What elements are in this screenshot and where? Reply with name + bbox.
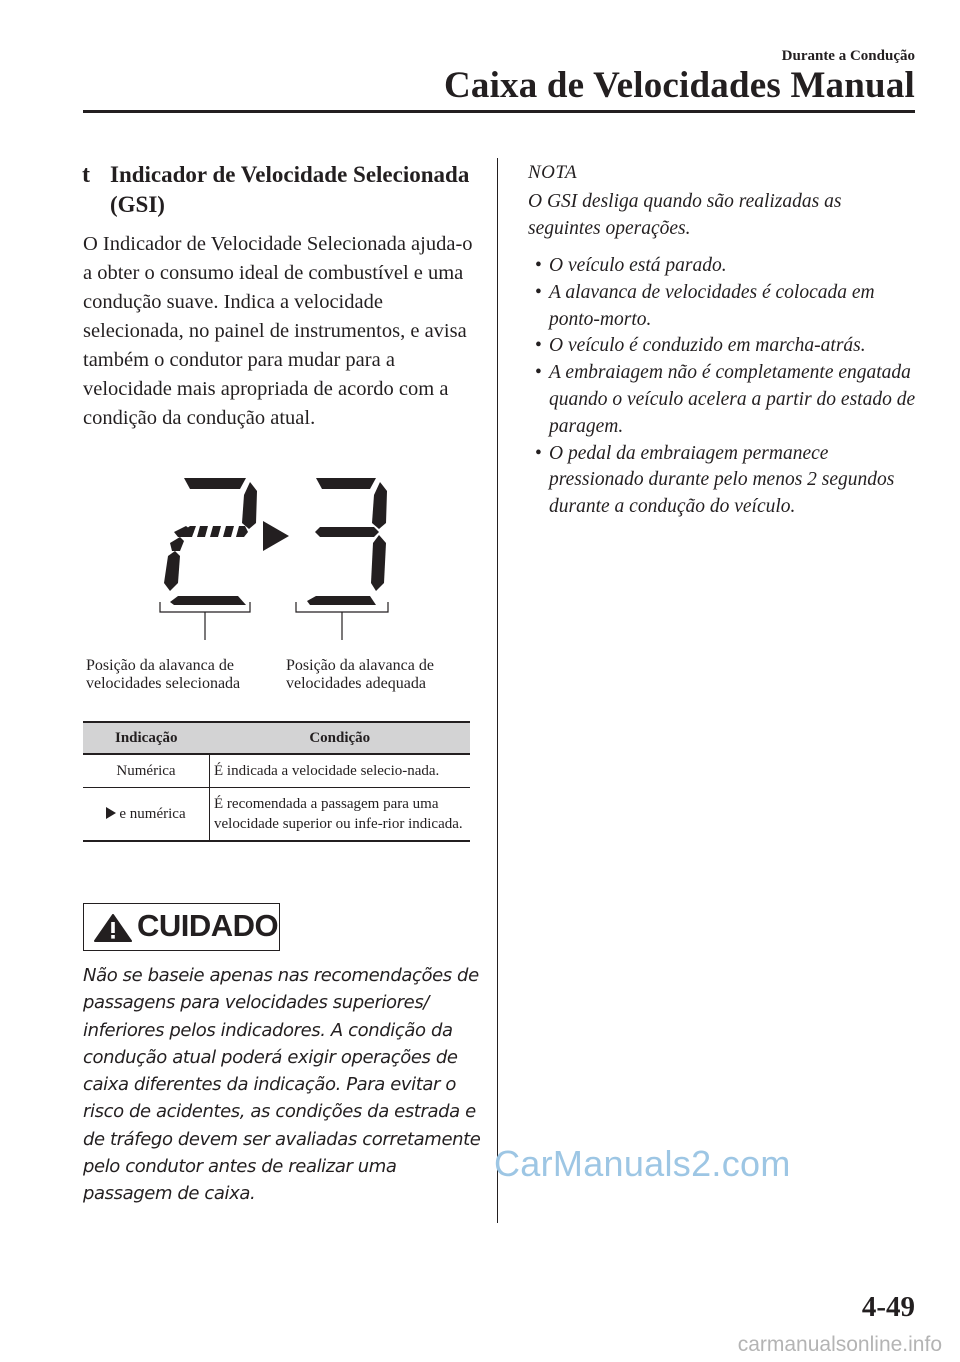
bullet-icon: •: [535, 362, 542, 384]
list-item-text: A embraiagem não é completamente engatada quando o veículo acelera a partir do estado de paragem.: [549, 362, 916, 437]
bullet-icon: •: [535, 442, 542, 464]
note-title: NOTA: [528, 162, 578, 183]
gsi-display-figure: [80, 465, 480, 705]
caption-selected-line1: Posição da alavanca de: [86, 657, 234, 674]
caution-label: CUIDADO: [137, 908, 279, 943]
table-cell-condition: É indicada a velocidade selecio-nada.: [210, 754, 471, 788]
caution-text: Não se baseie apenas nas recomendações de passagens para velocidades superiores/ inferiores pelos indicadores. A condição da condução atual poderá exigir operações de caixa diferentes da indicação. Para evitar o risco de acidentes, as condições da estrada e de tráfego devem ser avaliadas corretamente pelo condutor antes de realizar uma passagem de caixa.: [83, 965, 481, 1205]
header-rule: [83, 110, 915, 113]
table-row: [83, 788, 470, 842]
footer-watermark: carmanualsonline.info: [737, 1333, 942, 1356]
page-number: 4-49: [861, 1291, 915, 1323]
caption-brackets: [160, 602, 388, 640]
indication-text: e numérica: [119, 806, 186, 822]
caution-label-box: [83, 903, 280, 951]
list-item: [528, 280, 918, 334]
list-item: [528, 333, 918, 360]
section-label: Durante a Condução: [781, 48, 915, 64]
gsi-display-illustration: [80, 465, 480, 640]
gsi-indication-table: [83, 721, 470, 842]
bullet-icon: •: [535, 335, 542, 357]
list-item-text: A alavanca de velocidades é colocada em ponto-morto.: [549, 281, 875, 330]
table-row: [83, 754, 470, 788]
caption-suitable-line1: Posição da alavanca de: [286, 657, 434, 674]
bullet-icon: •: [535, 255, 542, 276]
column-divider: [497, 158, 498, 1223]
table-cell-condition: É recomendada a passagem para uma velocidade superior ou infe-rior indicada.: [210, 788, 471, 842]
list-item: [528, 441, 918, 521]
list-item-text: O veículo está parado.: [549, 255, 727, 276]
table-header-condition: Condição: [210, 722, 471, 754]
warning-triangle-icon: [94, 914, 132, 942]
upshift-arrow: [263, 521, 289, 551]
caption-selected-line2: velocidades selecionada: [86, 675, 241, 692]
watermark: CarManuals2.com: [494, 1143, 791, 1184]
digit-three-segments: [307, 478, 387, 605]
heading-marker: t: [82, 162, 90, 188]
bullet-icon: •: [535, 281, 542, 303]
list-item-text: O veículo é conduzido em marcha-atrás.: [549, 335, 866, 357]
list-item: [528, 253, 918, 280]
caption-suitable-line2: velocidades adequada: [286, 675, 426, 692]
list-item: [528, 360, 918, 440]
section-heading: Indicador de Velocidade Selecionada (GSI): [110, 162, 470, 217]
table-header-indication: Indicação: [83, 722, 210, 754]
arrow-icon: [106, 807, 116, 819]
table-cell-indication: Numérica: [83, 754, 210, 788]
table-cell-indication: [83, 788, 210, 842]
note-list: [528, 253, 918, 521]
intro-paragraph: O Indicador de Velocidade Selecionada ajuda-o a obter o consumo ideal de combustível e uma condução suave. Indica a velocidade selecionada, no painel de instrumentos, e avisa também o condutor para mudar para a velocidade mais apropriada de acordo com a condição da condução atual.: [83, 233, 473, 429]
list-item-text: O pedal da embraiagem permanece pressionado durante pelo menos 2 segundos durante a condução do veículo.: [549, 442, 895, 518]
note-intro: O GSI desliga quando são realizadas as seguintes operações.: [528, 191, 842, 239]
chapter-title: Caixa de Velocidades Manual: [443, 65, 915, 106]
